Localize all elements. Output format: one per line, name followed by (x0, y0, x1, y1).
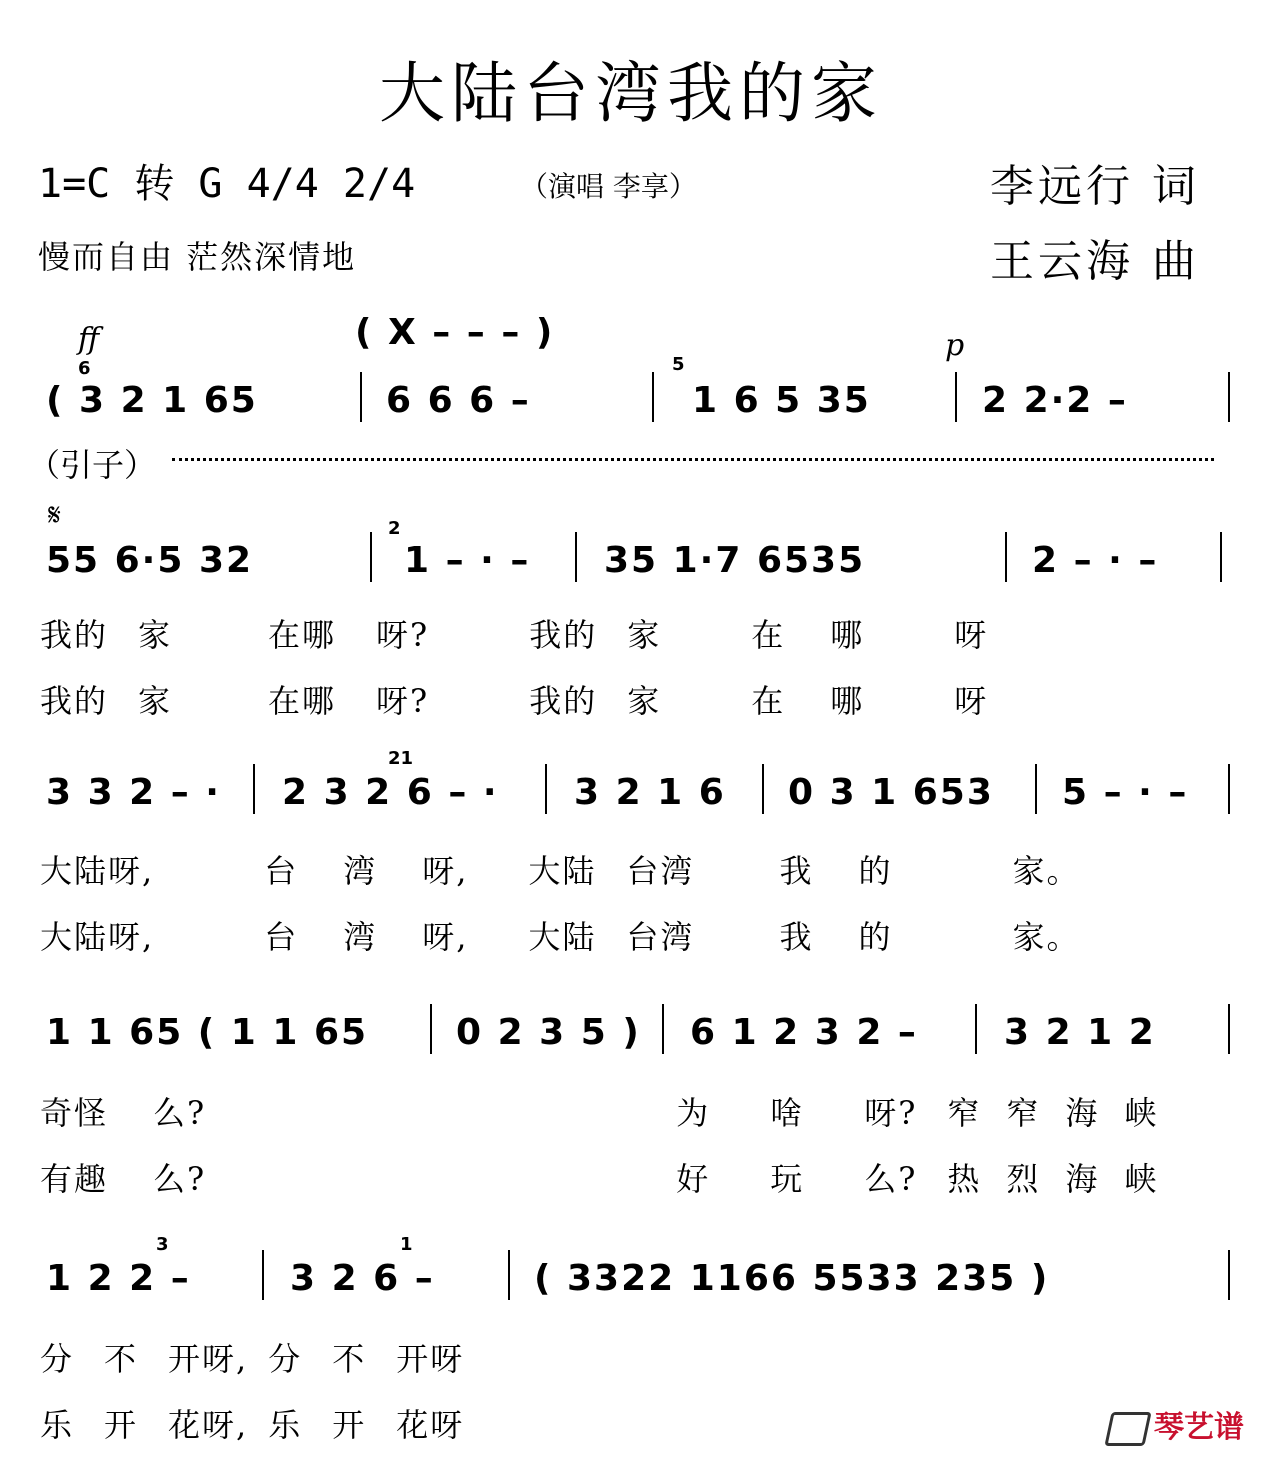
grace-note: 2 (388, 518, 401, 539)
logo-icon (1104, 1412, 1151, 1446)
grace-note: 5 (672, 354, 685, 375)
barline (975, 1004, 977, 1054)
barline (652, 372, 654, 422)
grace-note: 3 (156, 1234, 169, 1255)
barline (575, 532, 577, 582)
measure: 3 2 1 2 (1004, 1012, 1156, 1053)
barline (370, 532, 372, 582)
barline (1005, 532, 1007, 582)
measure: 35 1·7 6535 (604, 540, 866, 581)
measure: 3 2 1 6 (574, 772, 726, 813)
measure: 6 6 6 – (386, 380, 531, 421)
measure: 0 2 3 5 ) (456, 1012, 641, 1053)
barline (430, 1004, 432, 1054)
barline (1228, 1004, 1230, 1054)
lyric-line: 大陆呀, 台 湾 呀, 大陆 台湾 我 的 家。 (40, 852, 1081, 890)
measure: 1 2 2 – (46, 1258, 191, 1299)
measure: 3 2 6 – (290, 1258, 435, 1299)
measure: 6 1 2 3 2 – (690, 1012, 918, 1053)
measure: 1 1 65 ( 1 1 65 (46, 1012, 369, 1053)
measure: 3 3 2 – · (46, 772, 221, 813)
lyric-line: 大陆呀, 台 湾 呀, 大陆 台湾 我 的 家。 (40, 918, 1081, 956)
intro-percussion: ( X – – – ) (355, 312, 555, 353)
intro-label: （引子） (28, 446, 157, 484)
measure: 2 3 2 6 – · (282, 772, 499, 813)
lyric-line: 我的 家 在哪 呀? 我的 家 在 哪 呀 (40, 616, 989, 654)
barline (545, 764, 547, 814)
barline (1228, 1250, 1230, 1300)
lyric-line: 我的 家 在哪 呀? 我的 家 在 哪 呀 (40, 682, 989, 720)
measure: 5 – · – (1062, 772, 1189, 813)
barline (662, 1004, 664, 1054)
lyric-line: 有趣 么? 好 玩 么? 热 烈 海 峡 (40, 1160, 1159, 1198)
barline (1035, 764, 1037, 814)
barline (955, 372, 957, 422)
measure: 1 6 5 35 (692, 380, 871, 421)
barline (1220, 532, 1222, 582)
watermark-logo: 琴艺谱 (1108, 1402, 1244, 1446)
composer-credit: 王云海 曲 (990, 236, 1200, 287)
barline (262, 1250, 264, 1300)
barline (762, 764, 764, 814)
singer-credit: （演唱 李享） (520, 170, 697, 203)
lyric-line: 分 不 开呀, 分 不 开呀 (40, 1340, 465, 1378)
barline (1228, 372, 1230, 422)
measure: 2 2·2 – (982, 380, 1128, 421)
dynamic-ff: ff (78, 322, 100, 357)
barline (1228, 764, 1230, 814)
score-title: 大陆台湾我的家 (379, 55, 883, 132)
dynamic-p: p (945, 328, 965, 363)
lyric-line: 乐 开 花呀, 乐 开 花呀 (40, 1406, 465, 1444)
grace-note: 21 (388, 748, 414, 769)
measure: ( 3322 1166 5533 235 ) (534, 1258, 1050, 1299)
barline (360, 372, 362, 422)
measure: 55 6·5 32 (46, 540, 254, 581)
segno-sign: 𝄋 (48, 498, 61, 533)
tempo-marking: 慢而自由 茫然深情地 (38, 238, 357, 276)
measure: 1 – · – (404, 540, 531, 581)
lyric-line: 奇怪 么? 为 啥 呀? 窄 窄 海 峡 (40, 1094, 1159, 1132)
barline (253, 764, 255, 814)
measure: ( 3 2 1 65 (46, 380, 258, 421)
grace-note: 6 (78, 358, 91, 379)
measure: 0 3 1 653 (788, 772, 994, 813)
barline (508, 1250, 510, 1300)
key-signature: 1=C 转 G 4/4 2/4 (38, 161, 416, 207)
lyricist-credit: 李远行 词 (990, 161, 1200, 212)
grace-note: 1 (400, 1234, 413, 1255)
measure: 2 – · – (1032, 540, 1159, 581)
intro-dotted-line (172, 458, 1214, 461)
